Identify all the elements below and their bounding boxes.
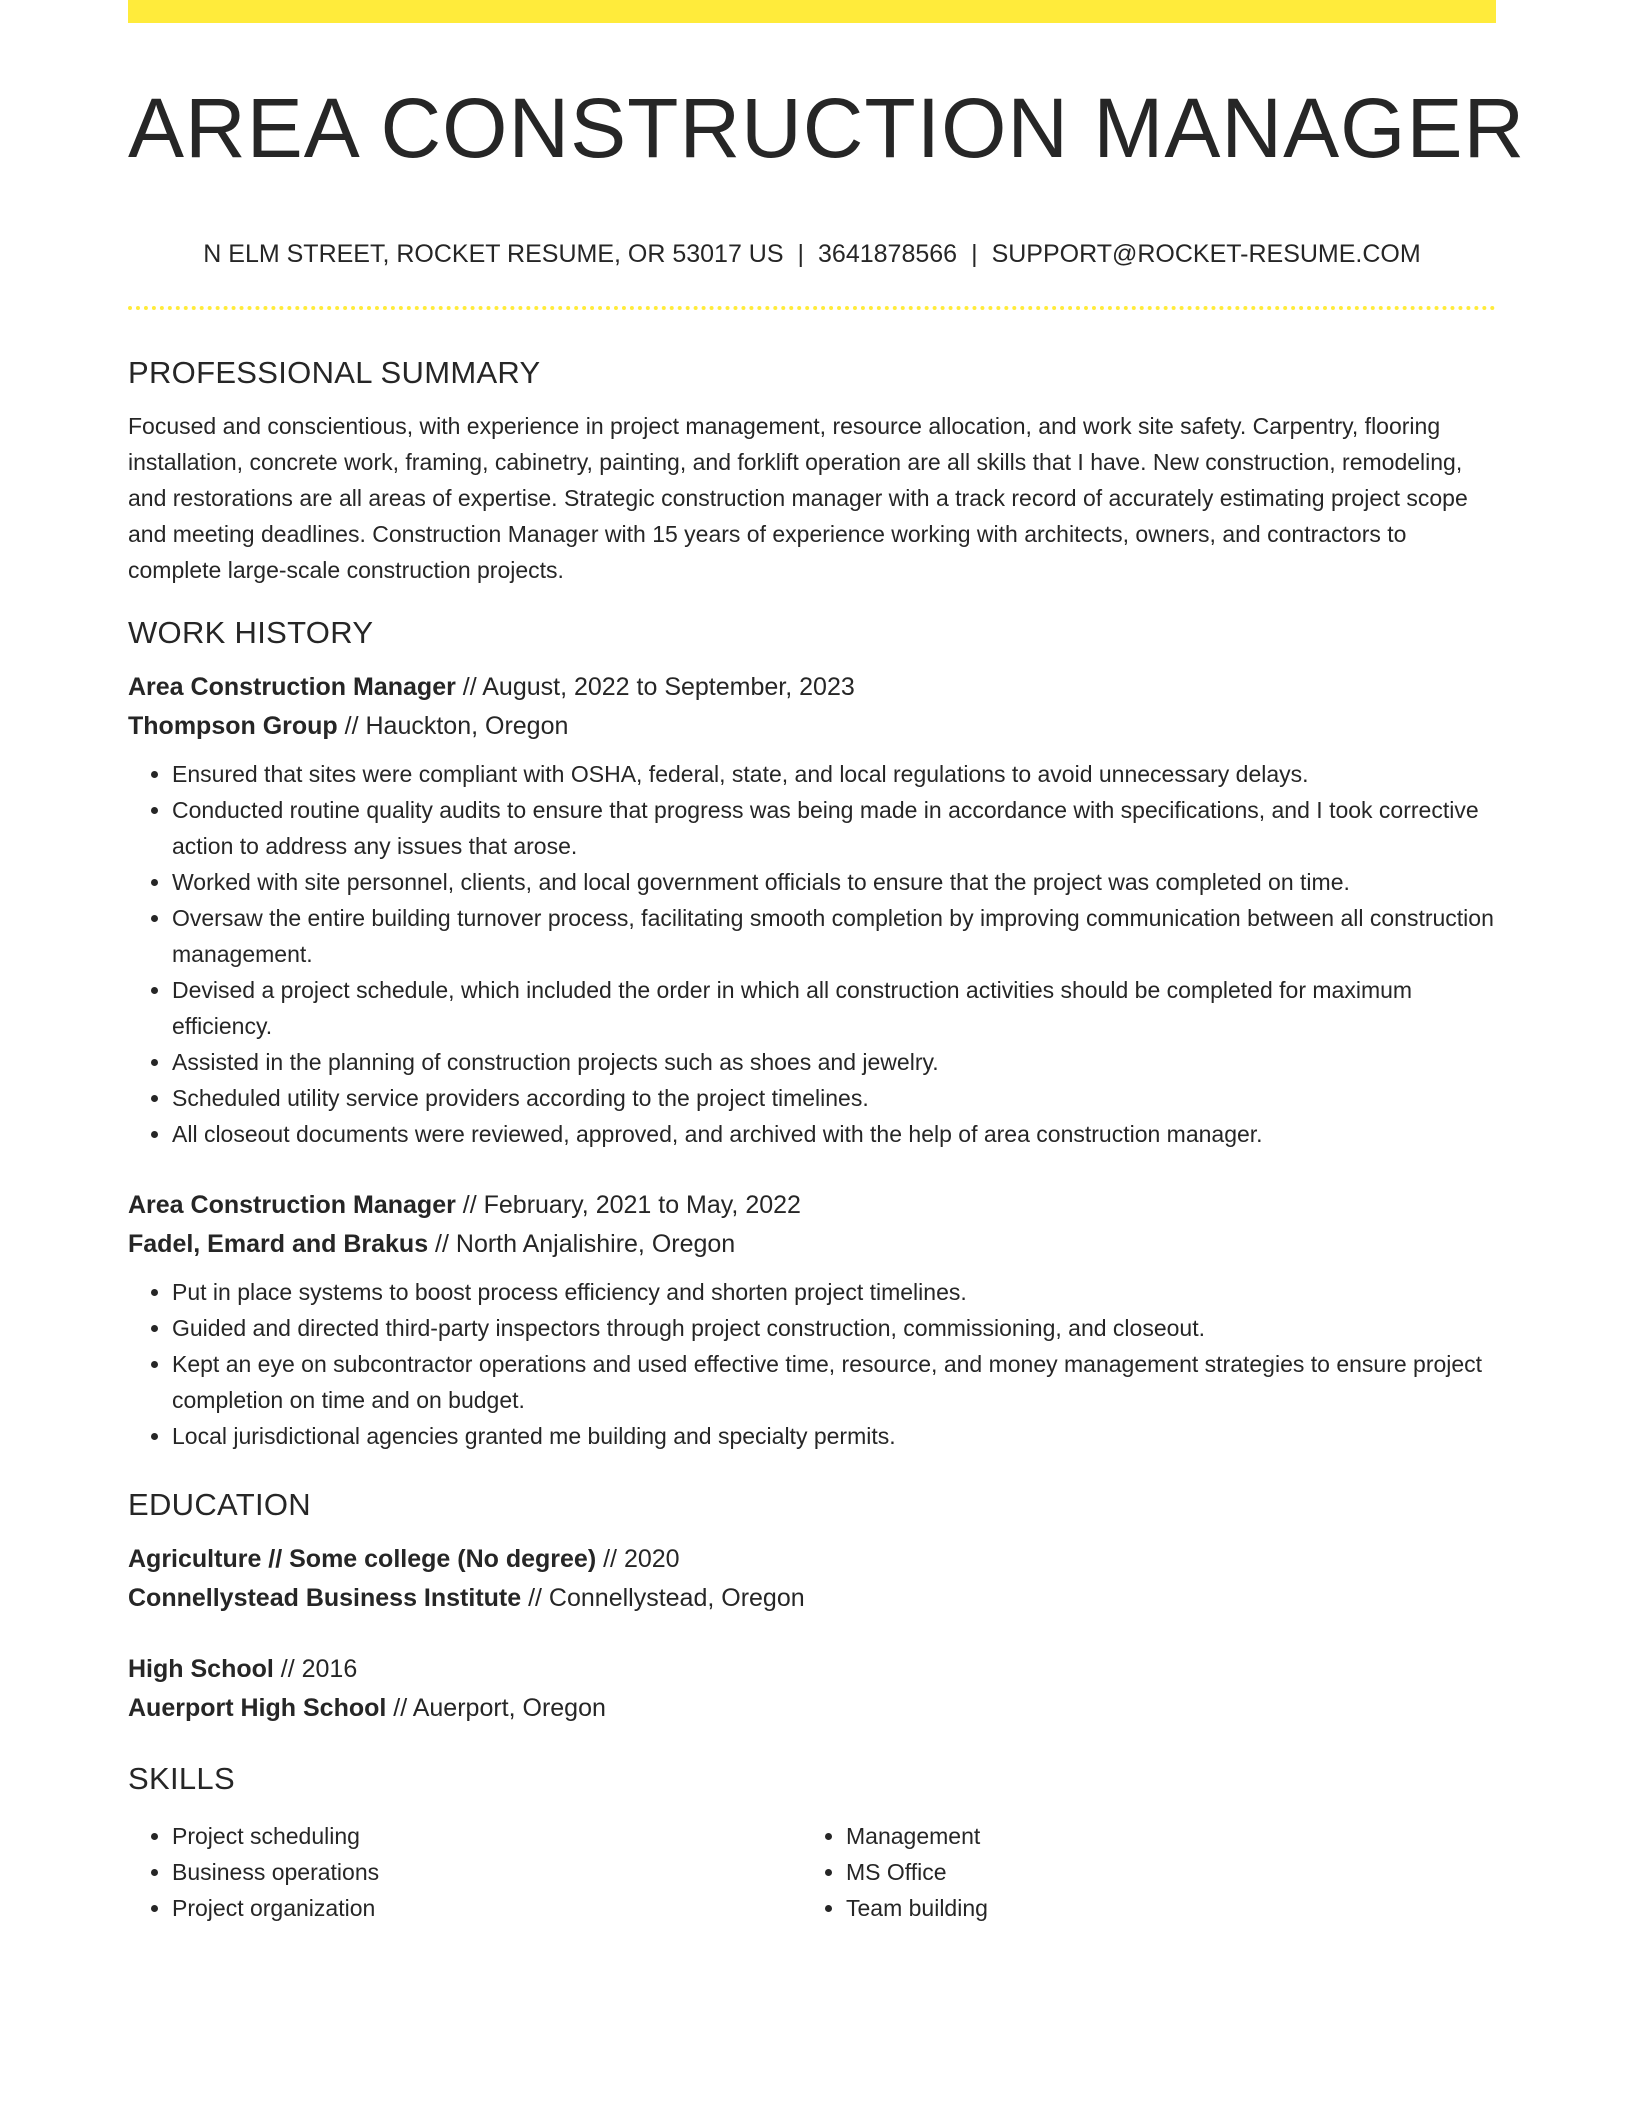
list-item: • Business operations (172, 1854, 802, 1890)
education-year: // 2016 (273, 1655, 358, 1683)
education-location: // Auerport, Oregon (386, 1694, 606, 1722)
job-company: Thompson Group (128, 712, 338, 740)
job-title: Area Construction Manager (128, 1191, 456, 1219)
contact-email: SUPPORT@ROCKET-RESUME.COM (991, 240, 1421, 268)
list-item: • Project organization (172, 1890, 802, 1926)
top-accent-bar (128, 0, 1496, 23)
job-dates: // August, 2022 to September, 2023 (455, 673, 855, 701)
list-item: • Ensured that sites were compliant with OSHA, federal, state, and local regulations to avoid unnecessary delays. (172, 756, 1496, 792)
job-title-line (128, 668, 1496, 707)
job-title-line (128, 1186, 1496, 1225)
list-item: • Kept an eye on subcontractor operations and used effective time, resource, and money management strategies to ensure project completion on time and on budget. (172, 1346, 1496, 1418)
contact-address: N ELM STREET, ROCKET RESUME, OR 53017 US (203, 240, 784, 268)
job-dates: // February, 2021 to May, 2022 (455, 1191, 801, 1219)
education-section (128, 1484, 1496, 1728)
work-history-heading: WORK HISTORY (128, 615, 374, 650)
summary-text: Focused and conscientious, with experience in project management, resource allocation, and work site safety. Carpentry, flooring installation, concrete work, framing, cabinetry, painting, and forklift operation are all skills that I have. New construction, remodeling, and restorations are all areas of expertise. Strategic construction manager with a track record of accurately estimating project scope and meeting deadlines. Construction Manager with 15 years of experience working with architects, owners, and contractors to complete large-scale construction projects. (128, 413, 1468, 583)
education-school-line (128, 1689, 1496, 1728)
education-school-line (128, 1579, 1496, 1618)
list-item: • MS Office (846, 1854, 1476, 1890)
job-company: Fadel, Emard and Brakus (128, 1230, 429, 1258)
skills-list-left (128, 1818, 802, 1926)
list-item: • Put in place systems to boost process efficiency and shorten project timelines. (172, 1274, 1496, 1310)
list-item: • Project scheduling (172, 1818, 802, 1854)
education-degree: High School (128, 1655, 274, 1683)
education-entry (128, 1650, 1496, 1728)
list-item: • Devised a project schedule, which included the order in which all construction activities should be completed for maximum efficiency. (172, 972, 1496, 1044)
education-school: Connellystead Business Institute (128, 1584, 522, 1612)
education-heading: EDUCATION (128, 1487, 311, 1522)
job-entry (128, 1186, 1496, 1454)
job-location: // North Anjalishire, Oregon (428, 1230, 736, 1258)
education-year: // 2020 (596, 1545, 680, 1573)
education-entry (128, 1540, 1496, 1618)
job-entry (128, 668, 1496, 1152)
job-company-line (128, 1225, 1496, 1264)
list-item: • All closeout documents were reviewed, approved, and archived with the help of area construction manager. (172, 1116, 1496, 1152)
list-item: • Worked with site personnel, clients, and local government officials to ensure that the project was completed on time. (172, 864, 1496, 900)
job-bullets (128, 1274, 1496, 1454)
contact-separator: | (797, 240, 805, 268)
work-history-section (128, 612, 1496, 1454)
resume-body (128, 352, 1496, 1926)
skills-section (128, 1758, 1496, 1926)
skills-heading: SKILLS (128, 1761, 235, 1796)
education-degree-line (128, 1540, 1496, 1579)
job-location: // Hauckton, Oregon (337, 712, 569, 740)
skills-columns (128, 1814, 1496, 1926)
list-item: • Guided and directed third-party inspectors through project construction, commissioning, and closeout. (172, 1310, 1496, 1346)
job-bullets (128, 756, 1496, 1152)
list-item: • Oversaw the entire building turnover process, facilitating smooth completion by improving communication between all construction management. (172, 900, 1496, 972)
contact-separator: | (971, 240, 978, 268)
education-degree-line (128, 1650, 1496, 1689)
list-item: • Scheduled utility service providers according to the project timelines. (172, 1080, 1496, 1116)
dotted-divider (128, 306, 1496, 310)
list-item: • Assisted in the planning of construction projects such as shoes and jewelry. (172, 1044, 1496, 1080)
list-item: • Local jurisdictional agencies granted me building and specialty permits. (172, 1418, 1496, 1454)
skills-list-right (802, 1818, 1476, 1926)
list-item: • Conducted routine quality audits to ensure that progress was being made in accordance with specifications, and I took corrective action to address any issues that arose. (172, 792, 1496, 864)
job-title: Area Construction Manager (128, 673, 456, 701)
contact-line (128, 236, 1496, 272)
list-item: • Management (846, 1818, 1476, 1854)
summary-section (128, 352, 1496, 588)
resume-title: AREA CONSTRUCTION MANAGER (128, 81, 1526, 175)
education-location: // Connellystead, Oregon (521, 1584, 805, 1612)
list-item: • Team building (846, 1890, 1476, 1926)
education-school: Auerport High School (128, 1694, 387, 1722)
contact-phone: 3641878566 (818, 240, 958, 268)
summary-heading: PROFESSIONAL SUMMARY (128, 355, 541, 390)
education-degree: Agriculture // Some college (No degree) (128, 1545, 597, 1573)
job-company-line (128, 707, 1496, 746)
